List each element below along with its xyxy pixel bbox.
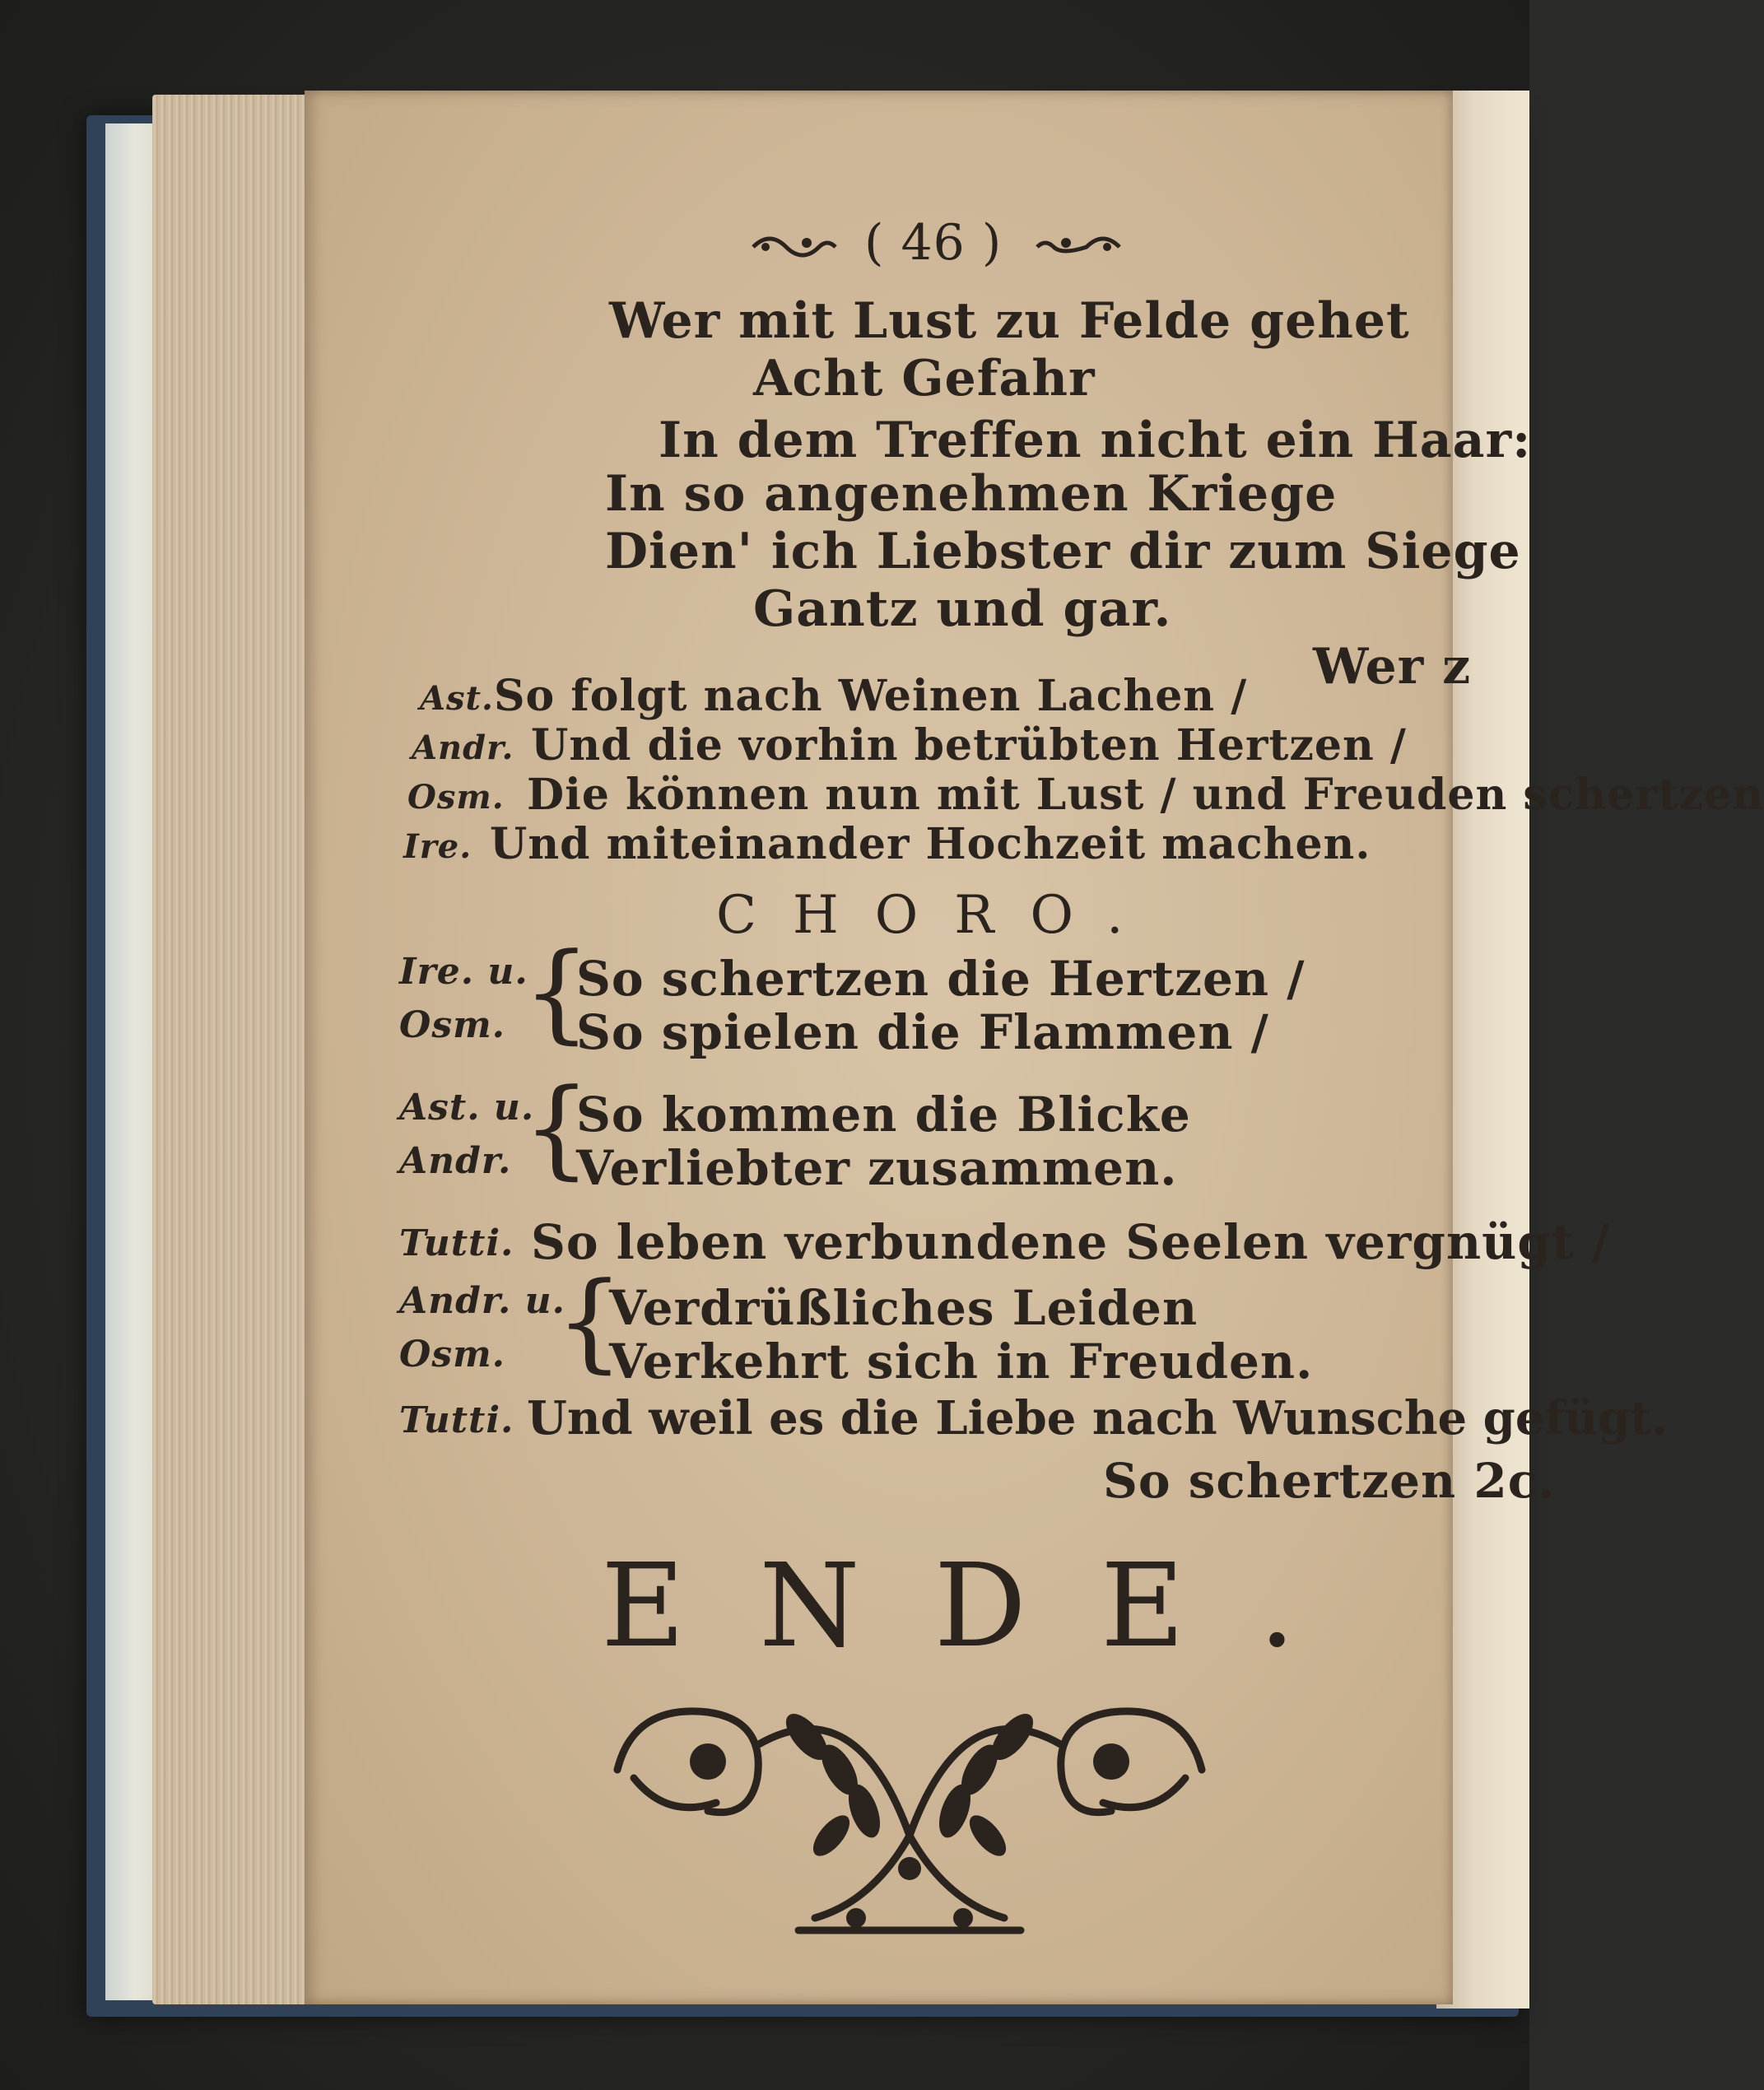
verse-line-4: In so angenehmen Kriege [605,465,1338,523]
group2-speaker-2: Andr. [399,1140,512,1182]
tutti-line-2-cont: So schertzen 2c. [1103,1453,1556,1509]
group1-speaker-2: Osm. [399,1004,505,1046]
group3-line-2: Verkehrt sich in Freuden. [609,1334,1314,1389]
dialogue-line-4: Und miteinander Hochzeit machen. [490,819,1371,869]
laurel-vignette-icon [584,1671,1235,1959]
header-ornament-right [1033,226,1124,268]
tutti-speaker-1: Tutti. [399,1222,514,1264]
dialogue-line-3: Die können nun mit Lust / und Freuden schertzen [527,770,1764,820]
group3-speaker-2: Osm. [399,1334,505,1375]
group2-speaker-1: Ast. u. [399,1087,535,1129]
dialogue-line-2: Und die vorhin betrübten Hertzen / [531,720,1407,770]
tutti-line-1: So leben verbundene Seelen vergnügt / [531,1214,1611,1270]
verse-line-3: In dem Treffen nicht ein Haar: [659,412,1532,469]
group1-line-2: So spielen die Flammen / [576,1004,1269,1060]
brace-icon: { [523,929,591,1054]
page-number-header: ( 46 ) [864,214,1003,272]
verse-line-1: Wer mit Lust zu Felde gehet [609,292,1410,350]
group3-line-1: Verdrüßliches Leiden [609,1280,1198,1336]
group3-speaker-1: Andr. u. [399,1280,566,1322]
verse-line-5: Dien' ich Liebster dir zum Siege [605,523,1521,580]
header-ornament-left [749,226,840,268]
dialogue-line-1: So folgt nach Weinen Lachen / [494,671,1248,721]
catchword: Wer z [1313,638,1472,696]
group2-line-1: So kommen die Blicke [576,1087,1191,1143]
speaker-osm: Osm. [407,778,505,817]
speaker-andr: Andr. [412,728,514,767]
book-page [305,91,1764,2004]
tutti-line-2: Und weil es die Liebe nach Wunsche gefügt. [527,1391,1668,1445]
speaker-ire: Ire. [403,827,472,866]
group1-speaker-1: Ire. u. [399,951,528,993]
verse-line-6: Gantz und gar. [753,580,1172,638]
verse-line-2: Acht Gefahr [753,350,1096,407]
group1-line-1: So schertzen die Hertzen / [576,951,1306,1007]
choro-title: CHORO. [716,885,1160,946]
speaker-ast: Ast. [420,679,494,718]
ende-title: ENDE. [601,1539,1370,1673]
brace-icon: { [523,1065,591,1190]
brace-icon: { [556,1259,624,1384]
tutti-speaker-2: Tutti. [399,1399,514,1441]
group2-line-2: Verliebter zusammen. [576,1140,1178,1196]
